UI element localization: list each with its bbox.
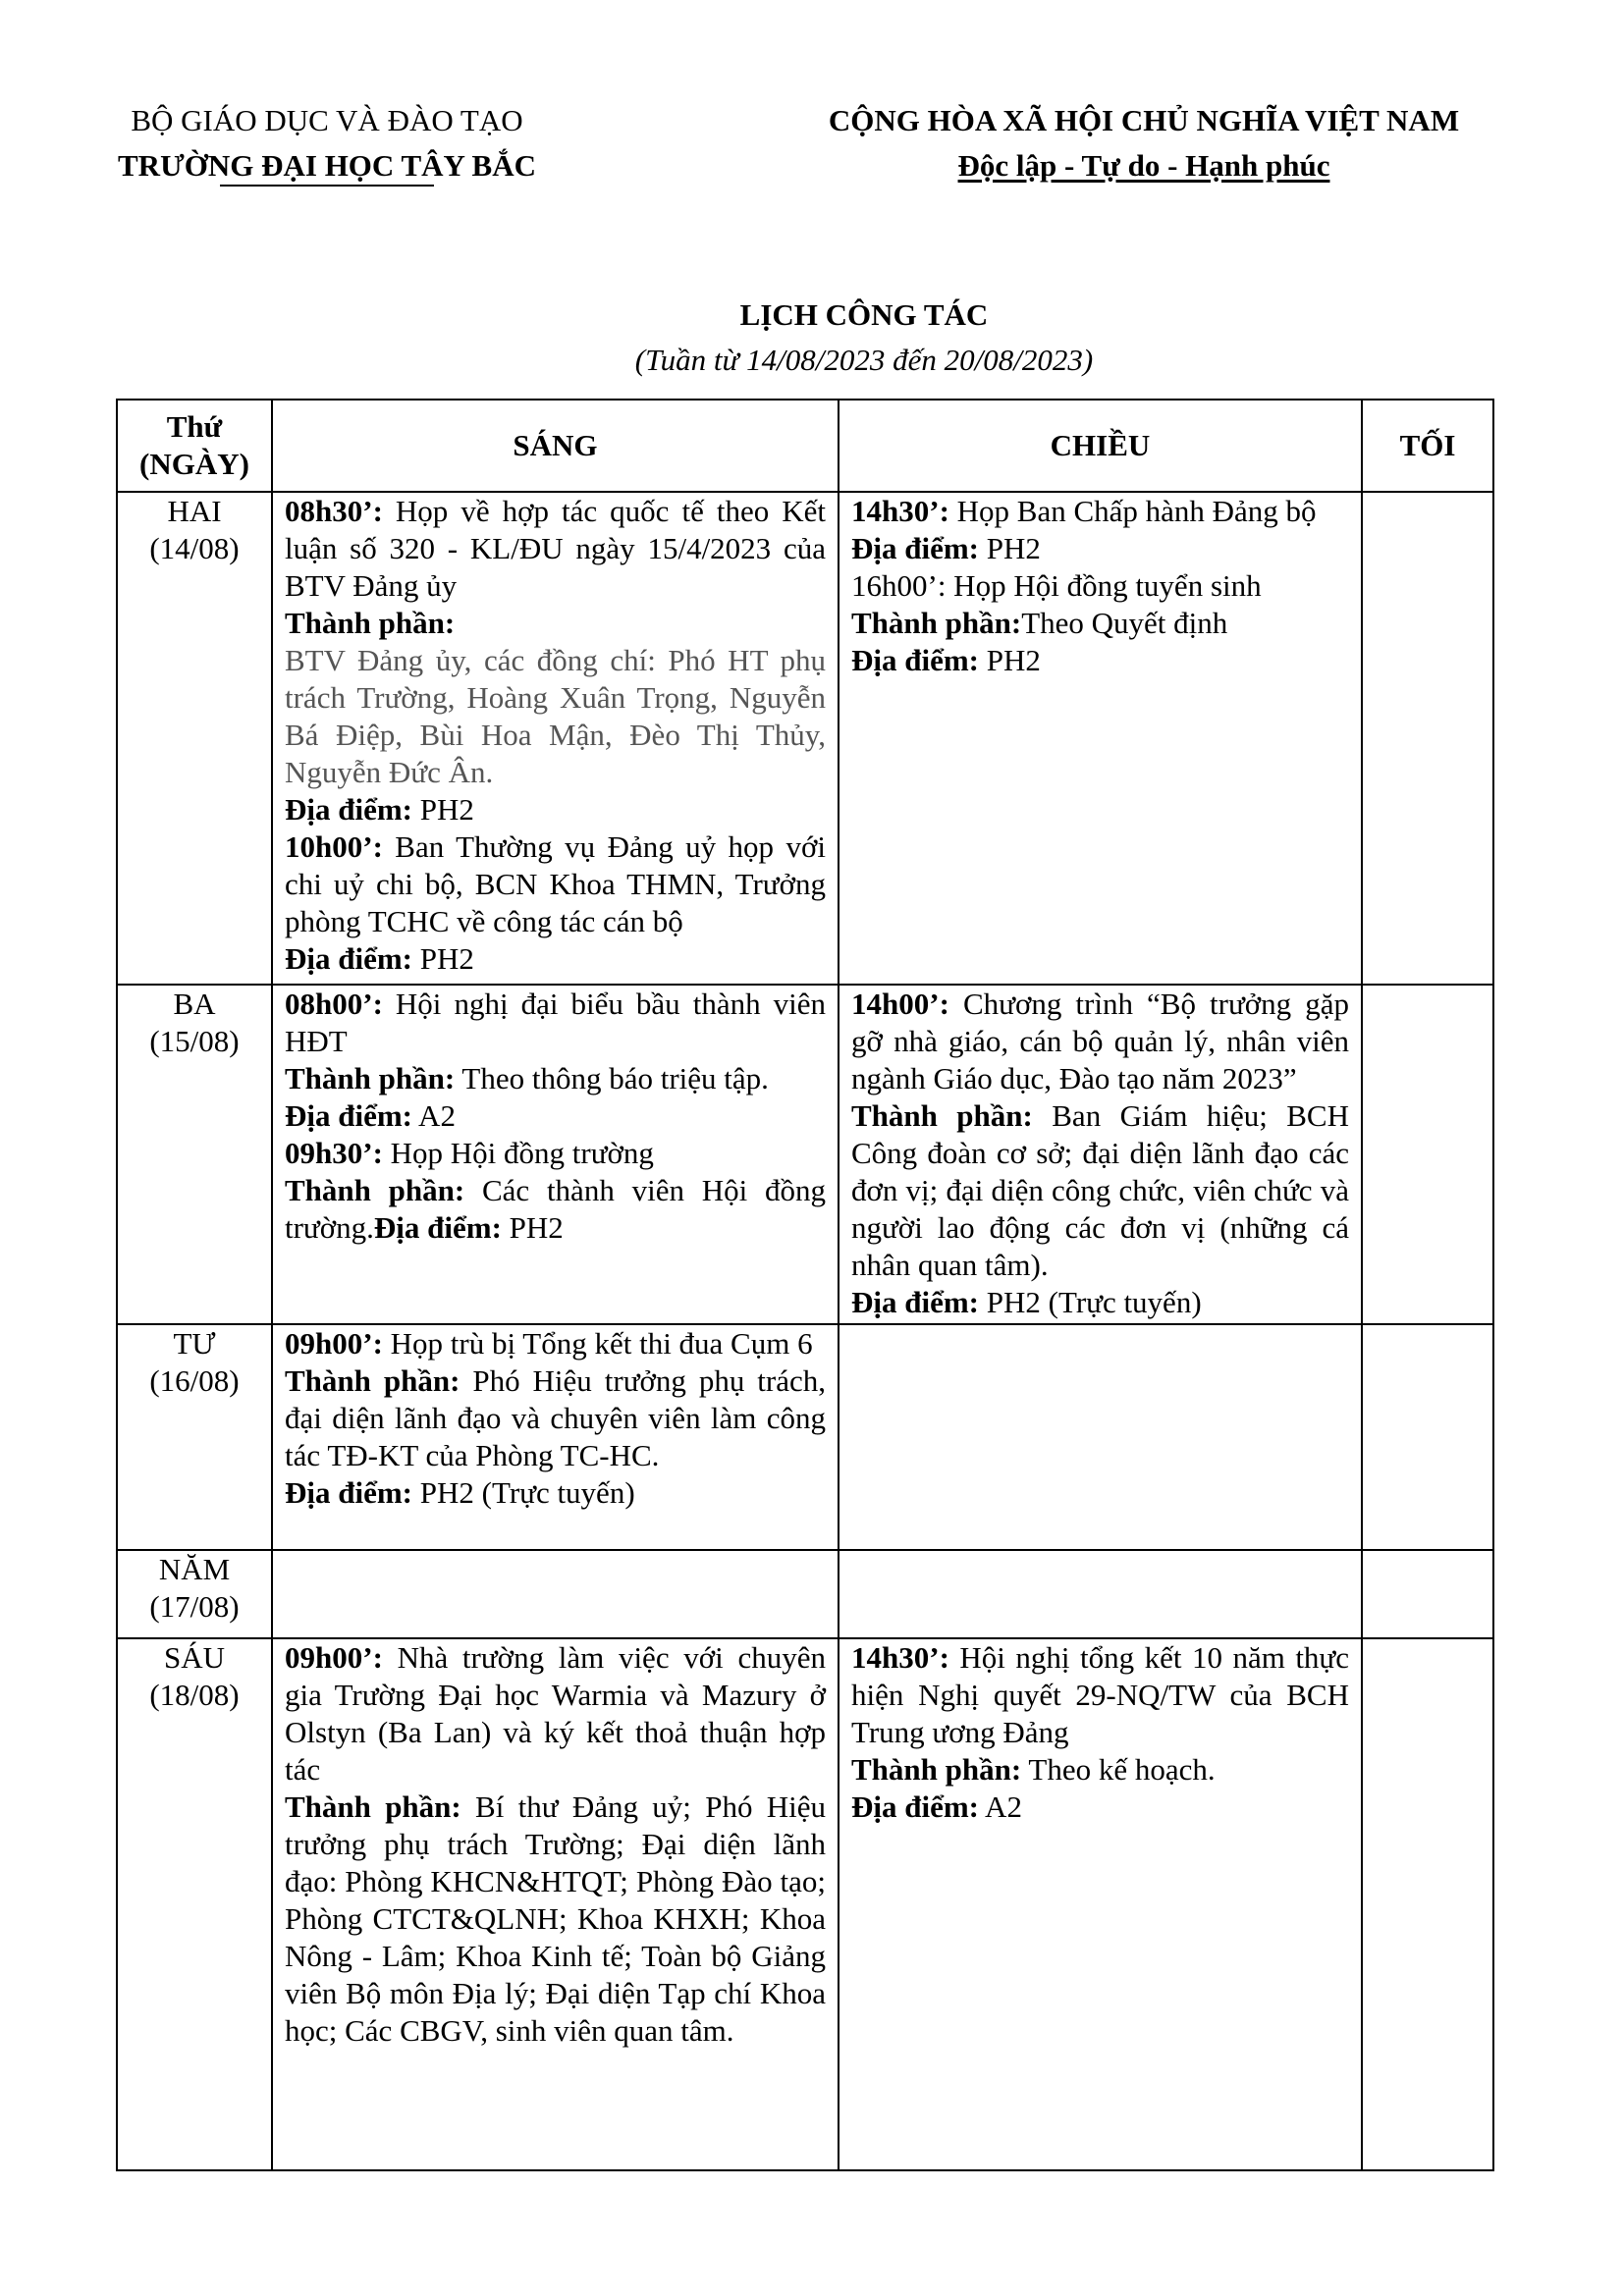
header-evening: TỐI <box>1362 400 1493 492</box>
ministry-name: BỘ GIÁO DỤC VÀ ĐÀO TẠO <box>131 103 523 137</box>
morning-cell <box>272 1324 839 1550</box>
event-time: 09h30’: <box>285 1136 383 1170</box>
table-row <box>117 492 1493 985</box>
day-date: (17/08) <box>149 1589 240 1624</box>
header-day-line1: Thứ <box>166 409 223 444</box>
title-main: LỊCH CÔNG TÁC <box>739 297 989 332</box>
participants-label: Thành phần: <box>851 1752 1022 1787</box>
event-time: 14h00’: <box>851 987 949 1021</box>
event-time: 14h30’: <box>851 494 949 528</box>
morning-cell <box>272 1638 839 2170</box>
morning-cell <box>272 985 839 1324</box>
country-name: CỘNG HÒA XÃ HỘI CHỦ NGHĨA VIỆT NAM <box>828 103 1460 137</box>
event-time: 09h00’: <box>285 1326 383 1361</box>
evening-cell <box>1362 1324 1493 1550</box>
location-label: Địa điểm: <box>373 1210 502 1245</box>
location-text: PH2 <box>979 531 1041 565</box>
day-name: HAI <box>167 494 222 528</box>
location-text: PH2 (Trực tuyến) <box>412 1475 635 1510</box>
participants-label: Thành phần: <box>285 606 456 640</box>
location-text: PH2 <box>501 1210 564 1245</box>
table-header-row <box>117 400 1493 492</box>
day-cell <box>117 492 272 985</box>
event-title: Họp Ban Chấp hành Đảng bộ <box>948 494 1317 528</box>
header-day <box>117 400 272 492</box>
table-row <box>117 985 1493 1324</box>
participants-text: Ban Giám hiệu; BCH Công đoàn cơ sở; đại diện lãnh đạo các đơn vị; đại diện công chức, viên chức và người lao động các đơn vị (những cá nhân quan tâm). <box>851 1098 1349 1282</box>
location-label: Địa điểm: <box>851 531 980 565</box>
header-afternoon: CHIỀU <box>839 400 1362 492</box>
event-title: Hội nghị tổng kết 10 năm thực hiện Nghị quyết 29-NQ/TW của BCH Trung ương Đảng <box>851 1640 1349 1749</box>
morning-cell <box>272 1550 839 1638</box>
day-date: (15/08) <box>149 1024 240 1058</box>
participants-text: Bí thư Đảng uỷ; Phó Hiệu trưởng phụ trách Trường; Đại diện lãnh đạo: Phòng KHCN&HTQT; Phòng Đào tạo; Phòng CTCT&QLNH; Khoa KHXH; Khoa Nông - Lâm; Khoa Kinh tế; Toàn bộ Giảng viên Bộ môn Địa lý; Đại diện Tạp chí Khoa học; Các CBGV, sinh viên quan tâm. <box>285 1789 826 2048</box>
school-name: TRƯỜNG ĐẠI HỌC TÂY BẮC <box>118 148 536 183</box>
location-label: Địa điểm: <box>851 643 980 677</box>
event-time: 08h30’: <box>285 494 383 528</box>
table-row <box>117 1638 1493 2170</box>
evening-cell <box>1362 985 1493 1324</box>
evening-cell <box>1362 1550 1493 1638</box>
header-left <box>116 98 538 187</box>
participants-label: Thành phần: <box>851 606 1022 640</box>
afternoon-cell <box>839 1550 1362 1638</box>
day-date: (18/08) <box>149 1678 240 1712</box>
location-label: Địa điểm: <box>285 1475 413 1510</box>
afternoon-cell <box>839 985 1362 1324</box>
location-label: Địa điểm: <box>285 792 413 827</box>
location-label: Địa điểm: <box>285 941 413 976</box>
location-text: PH2 <box>412 792 474 827</box>
participants-label: Thành phần: <box>285 1789 461 1824</box>
event-line: 16h00’: Họp Hội đồng tuyển sinh <box>851 568 1262 603</box>
event-title: Họp trù bị Tổng kết thi đua Cụm 6 <box>382 1326 813 1361</box>
participants-text: BTV Đảng ủy, các đồng chí: Phó HT phụ trách Trường, Hoàng Xuân Trọng, Nguyễn Bá Điệp, Bùi Hoa Mận, Đèo Thị Thủy, Nguyễn Đức Ân. <box>285 643 826 789</box>
day-name: SÁU <box>163 1640 225 1675</box>
location-label: Địa điểm: <box>851 1285 980 1319</box>
header-morning: SÁNG <box>272 400 839 492</box>
event-time: 09h00’: <box>285 1640 383 1675</box>
location-text: PH2 (Trực tuyến) <box>979 1285 1202 1319</box>
event-title: Ban Thường vụ Đảng uỷ họp với chi uỷ chi bộ, BCN Khoa THMN, Trưởng phòng TCHC về công tác cán bộ <box>285 829 826 938</box>
participants-text: Phó Hiệu trưởng phụ trách, đại diện lãnh đạo và chuyên viên làm công tác TĐ-KT của Phòng TC-HC. <box>285 1363 826 1472</box>
participants-text: Các thành viên Hội đồng trường. <box>285 1173 826 1245</box>
day-cell <box>117 1324 272 1550</box>
participants-label: Thành phần: <box>285 1061 456 1095</box>
afternoon-cell <box>839 1638 1362 2170</box>
event-time: 10h00’: <box>285 829 383 864</box>
day-name: BA <box>173 987 216 1021</box>
header-right <box>800 98 1488 188</box>
morning-cell <box>272 492 839 985</box>
event-time: 08h00’: <box>285 987 383 1021</box>
participants-label: Thành phần: <box>285 1173 465 1207</box>
participants-text: Theo Quyết định <box>1021 606 1228 640</box>
event-title: Họp Hội đồng trường <box>382 1136 654 1170</box>
location-text: A2 <box>412 1098 456 1133</box>
table-row <box>117 1324 1493 1550</box>
day-name: NĂM <box>158 1552 231 1586</box>
event-time: 14h30’: <box>851 1640 949 1675</box>
evening-cell <box>1362 1638 1493 2170</box>
day-cell <box>117 1638 272 2170</box>
participants-label: Thành phần: <box>285 1363 460 1398</box>
evening-cell <box>1362 492 1493 985</box>
day-date: (16/08) <box>149 1363 240 1398</box>
location-text: PH2 <box>979 643 1041 677</box>
location-text: A2 <box>979 1789 1022 1824</box>
document-title <box>0 293 1624 383</box>
participants-text: Theo thông báo triệu tập. <box>455 1061 769 1095</box>
schedule-table <box>116 399 1494 2171</box>
location-label: Địa điểm: <box>285 1098 413 1133</box>
day-cell <box>117 985 272 1324</box>
day-cell <box>117 1550 272 1638</box>
title-week-range: (Tuần từ 14/08/2023 đến 20/08/2023) <box>634 343 1094 377</box>
national-motto: Độc lập - Tự do - Hạnh phúc <box>957 148 1330 183</box>
afternoon-cell <box>839 1324 1362 1550</box>
event-title: Chương trình “Bộ trưởng gặp gỡ nhà giáo, cán bộ quản lý, nhân viên ngành Giáo dục, Đào tạo năm 2023” <box>851 987 1349 1095</box>
participants-label: Thành phần: <box>851 1098 1033 1133</box>
table-row <box>117 1550 1493 1638</box>
location-text: PH2 <box>412 941 474 976</box>
participants-text: Theo kế hoạch. <box>1021 1752 1216 1787</box>
day-name: TƯ <box>173 1326 216 1361</box>
afternoon-cell <box>839 492 1362 985</box>
location-label: Địa điểm: <box>851 1789 980 1824</box>
header-day-line2: (NGÀY) <box>139 447 249 481</box>
day-date: (14/08) <box>149 531 240 565</box>
event-title: Hội nghị đại biểu bầu thành viên HĐT <box>285 987 826 1058</box>
event-title: Họp về hợp tác quốc tế theo Kết luận số 320 - KL/ĐU ngày 15/4/2023 của BTV Đảng ủy <box>285 494 826 603</box>
event-title: Nhà trường làm việc với chuyên gia Trường Đại học Warmia và Mazury ở Olstyn (Ba Lan) và ký kết thoả thuận hợp tác <box>285 1640 826 1787</box>
